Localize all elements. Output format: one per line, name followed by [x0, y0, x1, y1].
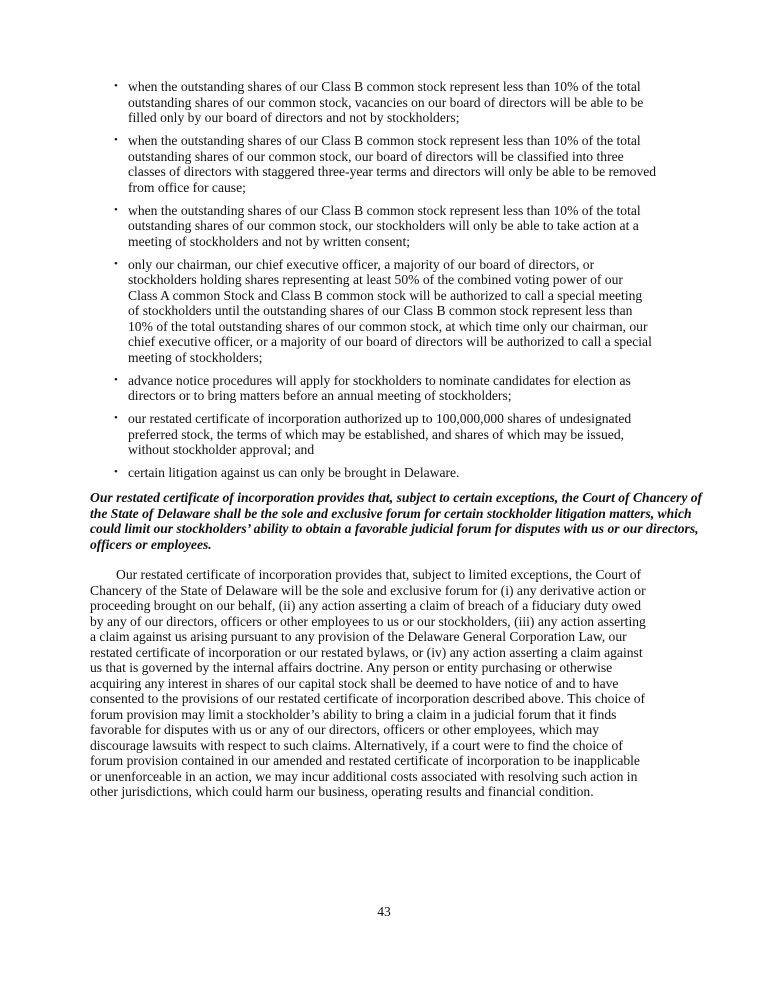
text-line: outstanding shares of our common stock, vacancies on our board of directors will be able to be — [128, 94, 644, 110]
text-line: stockholders holding shares representing at least 50% of the combined voting power of our — [128, 272, 623, 287]
list-item — [114, 465, 694, 481]
text-line: filled only by our board of directors and not by stockholders; — [128, 110, 460, 125]
text-line: meeting of stockholders; — [128, 349, 263, 365]
bullet-icon: • — [114, 80, 118, 92]
bullet-icon: • — [114, 373, 118, 386]
bullet-icon: • — [114, 466, 118, 478]
bullet-list — [114, 79, 694, 488]
text-line: could limit our stockholders’ ability to obtain a favorable judicial forum for disputes with us or our directors, — [90, 521, 699, 536]
text-line: when the outstanding shares of our Class B common stock represent less than 10% of the total — [128, 79, 641, 94]
text-line: without stockholder approval; and — [128, 442, 315, 457]
bullet-icon: • — [114, 257, 118, 270]
text-line: restated certificate of incorporation or our restated bylaws, or (iv) any action asserting a claim against — [90, 644, 643, 660]
list-item — [114, 133, 694, 195]
text-line: from office for cause; — [128, 179, 246, 195]
text-line: Our restated certificate of incorporation provides that, subject to certain exceptions, the Court of Chancery of — [90, 490, 703, 505]
text-line: favorable for disputes with us or any of our directors, officers or other employees, which may — [90, 722, 599, 737]
text-line: when the outstanding shares of our Class B common stock represent less than 10% of the total — [128, 133, 641, 148]
bullet-icon: • — [114, 412, 118, 424]
text-line: discourage lawsuits with respect to such claims. Alternatively, if a court were to find the choice of — [90, 737, 623, 753]
text-line: Class A common Stock and Class B common stock will be authorized to call a special meeting — [128, 287, 643, 303]
text-line: forum provision contained in our amended and restated certificate of incorporation to be inapplicable — [90, 753, 640, 768]
text-line: or unenforceable in an action, we may incur additional costs associated with resolving such action in — [90, 768, 638, 784]
text-line: only our chairman, our chief executive officer, a majority of our board of directors, or — [128, 256, 595, 272]
list-item — [114, 203, 694, 250]
bullet-icon: • — [114, 203, 118, 216]
text-line: Chancery of the State of Delaware will be the sole and exclusive forum for (i) any derivative action or — [90, 582, 646, 598]
bullet-icon: • — [114, 134, 118, 146]
text-line: preferred stock, the terms of which may be established, and shares of which may be issued, — [128, 426, 625, 442]
text-line: classes of directors with staggered three-year terms and directors will only be able to be removed — [128, 164, 657, 179]
text-line: us that is governed by the internal affairs doctrine. Any person or entity purchasing or otherwise — [90, 660, 613, 675]
text-line: by any of our directors, officers or other employees to us or our stockholders, (iii) any action asserting — [90, 613, 646, 629]
text-line: when the outstanding shares of our Class B common stock represent less than 10% of the total — [128, 202, 641, 218]
text-line: 10% of the total outstanding shares of our common stock, at which time only our chairman, our — [128, 318, 648, 334]
text-line: outstanding shares of our common stock, our stockholders will only be able to take action at a — [128, 218, 639, 233]
body-paragraph — [90, 567, 690, 800]
text-line: of stockholders until the outstanding shares of our Class B common stock represent less than — [128, 303, 633, 318]
list-item — [114, 373, 694, 404]
section-heading — [90, 490, 703, 552]
text-line: Our restated certificate of incorporation provides that, subject to limited exceptions, the Court of — [116, 567, 642, 582]
text-line: acquiring any interest in shares of our capital stock shall be deemed to have notice of and to have — [90, 675, 619, 691]
text-line: the State of Delaware shall be the sole and exclusive forum for certain stockholder litigation matters, which — [90, 505, 692, 521]
text-line: officers or employees. — [90, 536, 212, 552]
list-item — [114, 79, 694, 126]
text-line: a claim against us arising pursuant to any provision of the Delaware General Corporation Law, our — [90, 629, 627, 644]
list-item — [114, 411, 694, 458]
text-line: certain litigation against us can only be brought in Delaware. — [128, 465, 460, 480]
page-number: 43 — [377, 904, 391, 919]
list-item — [114, 257, 694, 366]
text-line: advance notice procedures will apply for stockholders to nominate candidates for election as — [128, 372, 631, 388]
text-line: directors or to bring matters before an annual meeting of stockholders; — [128, 388, 512, 403]
text-line: forum provision may limit a stockholder’s ability to bring a claim in a judicial forum that it finds — [90, 706, 617, 722]
text-line: proceeding brought on our behalf, (ii) any action asserting a claim of breach of a fiduciary duty owed — [90, 598, 642, 613]
text-line: our restated certificate of incorporation authorized up to 100,000,000 shares of undesignated — [128, 411, 632, 426]
text-line: outstanding shares of our common stock, our board of directors will be classified into three — [128, 148, 624, 164]
text-line: consented to the provisions of our restated certificate of incorporation described above. This choice of — [90, 691, 646, 706]
text-line: other jurisdictions, which could harm our business, operating results and financial condition. — [90, 784, 594, 799]
text-line: meeting of stockholders and not by written consent; — [128, 233, 411, 249]
text-line: chief executive officer, or a majority of our board of directors will be authorized to call a special — [128, 334, 652, 349]
